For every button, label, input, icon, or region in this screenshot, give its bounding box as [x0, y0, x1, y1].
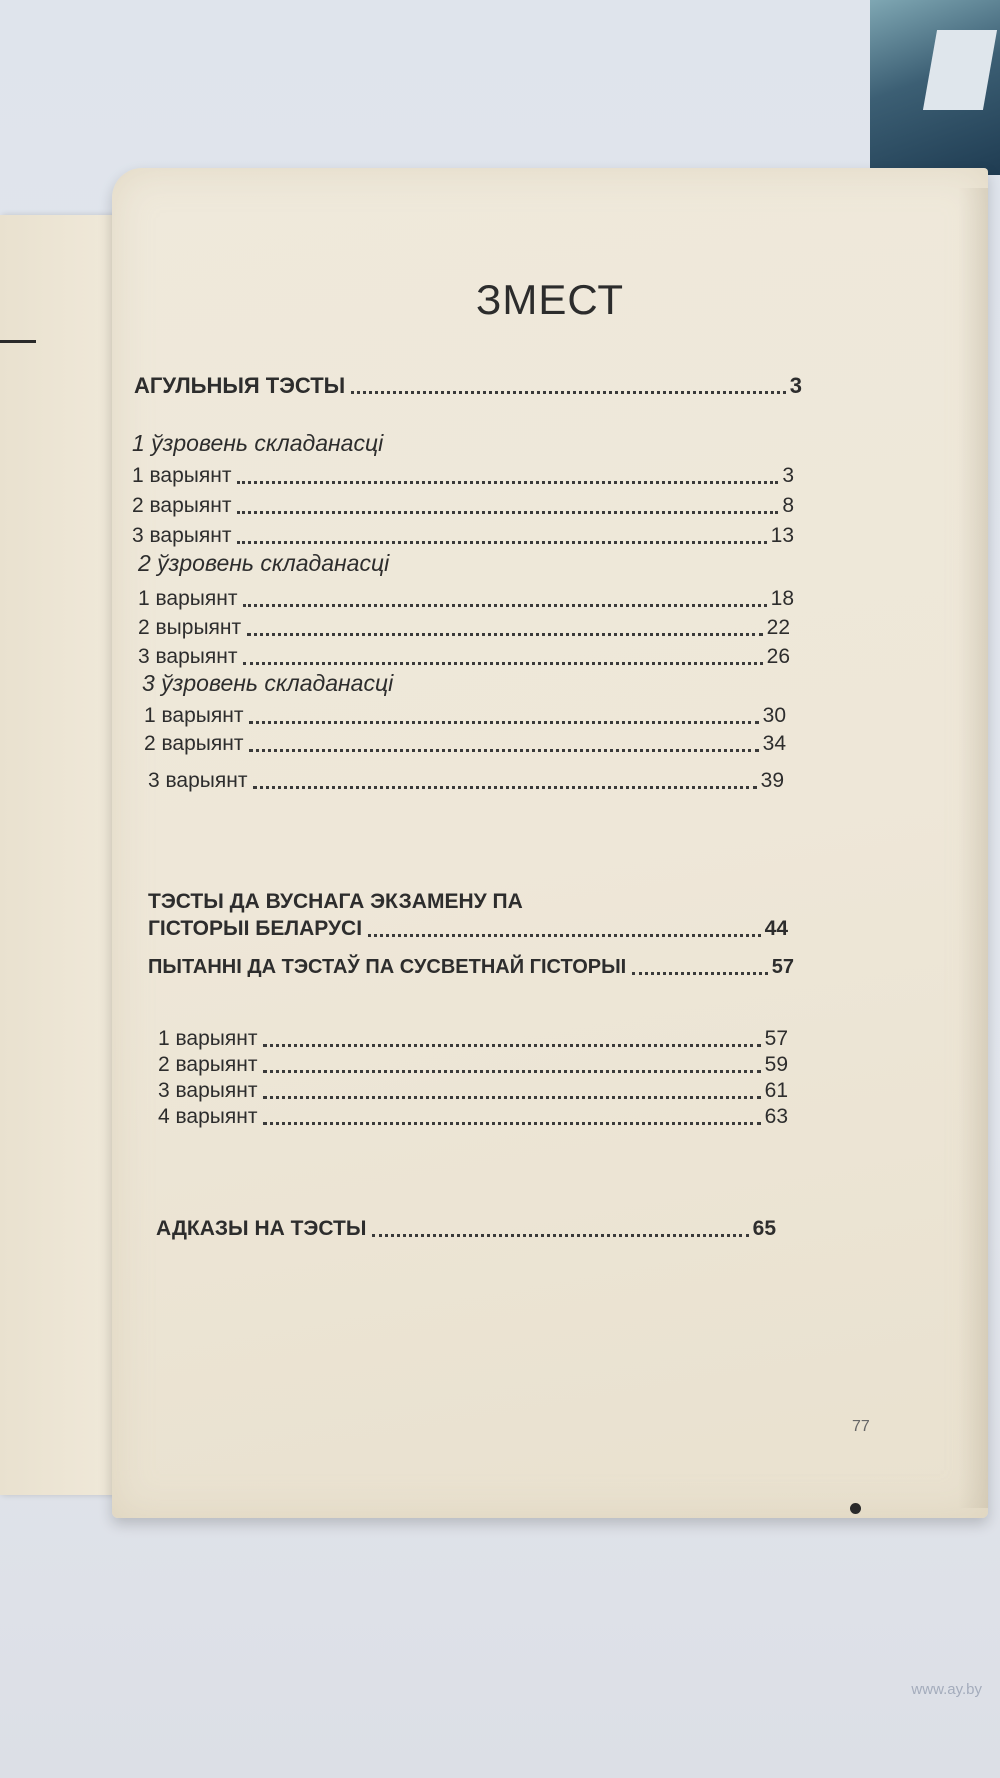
toc-entry-label: 3 варыянт — [158, 1079, 258, 1102]
book-page — [112, 168, 988, 1518]
toc-entry-world-history — [148, 954, 794, 980]
toc-entry-level3-v2 — [144, 731, 786, 757]
dot-leader — [372, 1234, 748, 1237]
toc-entry-label: 1 варыянт — [132, 464, 232, 487]
toc-entry-level2-v2 — [138, 615, 790, 641]
toc-entry-label: АДКАЗЫ НА ТЭСТЫ — [156, 1217, 367, 1240]
toc-entry-world-v4 — [158, 1104, 788, 1130]
toc-entry-page: 63 — [764, 1105, 788, 1128]
dot-leader — [237, 541, 766, 544]
toc-entry-label: 3 варыянт — [132, 524, 232, 547]
dot-leader — [249, 749, 758, 752]
page-title: ЗМЕСТ — [476, 276, 624, 323]
toc-entry-answers — [156, 1216, 776, 1242]
toc-entry-label: 2 варыянт — [132, 494, 232, 517]
section-heading-level3: 3 ўзровень складанасці — [142, 670, 394, 696]
toc-entry-page: 65 — [752, 1217, 776, 1240]
page-number: 77 — [852, 1418, 870, 1435]
dot-leader — [263, 1096, 760, 1099]
toc-entry-page: 8 — [782, 494, 794, 517]
toc-entry-label: 4 варыянт — [158, 1105, 258, 1128]
toc-entry-level1-v1 — [132, 463, 794, 489]
section-heading-level2: 2 ўзровень складанасці — [138, 550, 390, 576]
toc-entry-page: 30 — [762, 704, 786, 727]
dot-leader — [263, 1044, 760, 1047]
dot-leader — [237, 481, 778, 484]
toc-entry-label: 1 варыянт — [158, 1027, 258, 1050]
toc-entry-label: 3 варыянт — [148, 769, 248, 792]
background-book-detail — [923, 30, 997, 110]
toc-entry-world-v3 — [158, 1078, 788, 1104]
dot-leader — [263, 1122, 760, 1125]
toc-entry-label: АГУЛЬНЫЯ ТЭСТЫ — [134, 373, 346, 398]
toc-entry-page: 18 — [770, 587, 794, 610]
dot-leader — [249, 721, 758, 724]
dot-leader — [632, 972, 768, 975]
toc-entry-page: 34 — [762, 732, 786, 755]
background-rule — [0, 340, 36, 343]
dot-leader — [368, 934, 761, 937]
toc-entry-page: 39 — [760, 769, 784, 792]
dot-leader — [263, 1070, 760, 1073]
toc-entry-world-v2 — [158, 1052, 788, 1078]
toc-entry-level1-v2 — [132, 493, 794, 519]
dot-leader — [247, 633, 763, 636]
toc-entry-exam-line1: ТЭСТЫ ДА ВУСНАГА ЭКЗАМЕНУ ПА — [148, 890, 523, 913]
toc-entry-label: 2 варыянт — [144, 732, 244, 755]
dot-leader — [237, 511, 778, 514]
dot-leader — [243, 604, 766, 607]
toc-entry-page: 26 — [766, 645, 790, 668]
toc-entry-level3-v3 — [148, 768, 784, 794]
toc-entry-label: 1 варыянт — [144, 704, 244, 727]
toc-entry-page: 13 — [770, 524, 794, 547]
toc-entry-page: 61 — [764, 1079, 788, 1102]
toc-entry-page: 22 — [766, 616, 790, 639]
toc-entry-general-tests — [134, 373, 802, 399]
toc-entry-label: ПЫТАННІ ДА ТЭСТАЎ ПА СУСВЕТНАЙ ГІСТОРЫІ — [148, 956, 627, 978]
toc-entry-page: 59 — [764, 1053, 788, 1076]
background-book-top-right — [870, 0, 1000, 175]
toc-entry-page: 57 — [764, 1027, 788, 1050]
section-heading-level1: 1 ўзровень складанасці — [132, 430, 384, 456]
dot-leader — [243, 662, 762, 665]
ink-dot — [850, 1503, 861, 1514]
toc-entry-page: 3 — [789, 373, 802, 398]
table-of-contents — [112, 168, 988, 1518]
toc-entry-label: 1 варыянт — [138, 587, 238, 610]
watermark: www.ay.by — [911, 1681, 982, 1698]
toc-entry-label: ГІСТОРЫІ БЕЛАРУСІ — [148, 917, 363, 940]
toc-entry-level2-v1 — [138, 586, 794, 612]
toc-entry-exam — [148, 916, 788, 942]
toc-entry-label: 3 варыянт — [138, 645, 238, 668]
toc-entry-page: 57 — [771, 956, 794, 978]
toc-entry-world-v1 — [158, 1026, 788, 1052]
toc-entry-page: 3 — [782, 464, 794, 487]
toc-entry-level3-v1 — [144, 703, 786, 729]
toc-entry-label: 2 вырыянт — [138, 616, 242, 639]
dot-leader — [253, 786, 756, 789]
dot-leader — [351, 391, 786, 394]
toc-entry-label: 2 варыянт — [158, 1053, 258, 1076]
toc-entry-level1-v3 — [132, 523, 794, 549]
toc-entry-level2-v3 — [138, 644, 790, 670]
toc-entry-page: 44 — [764, 917, 788, 940]
